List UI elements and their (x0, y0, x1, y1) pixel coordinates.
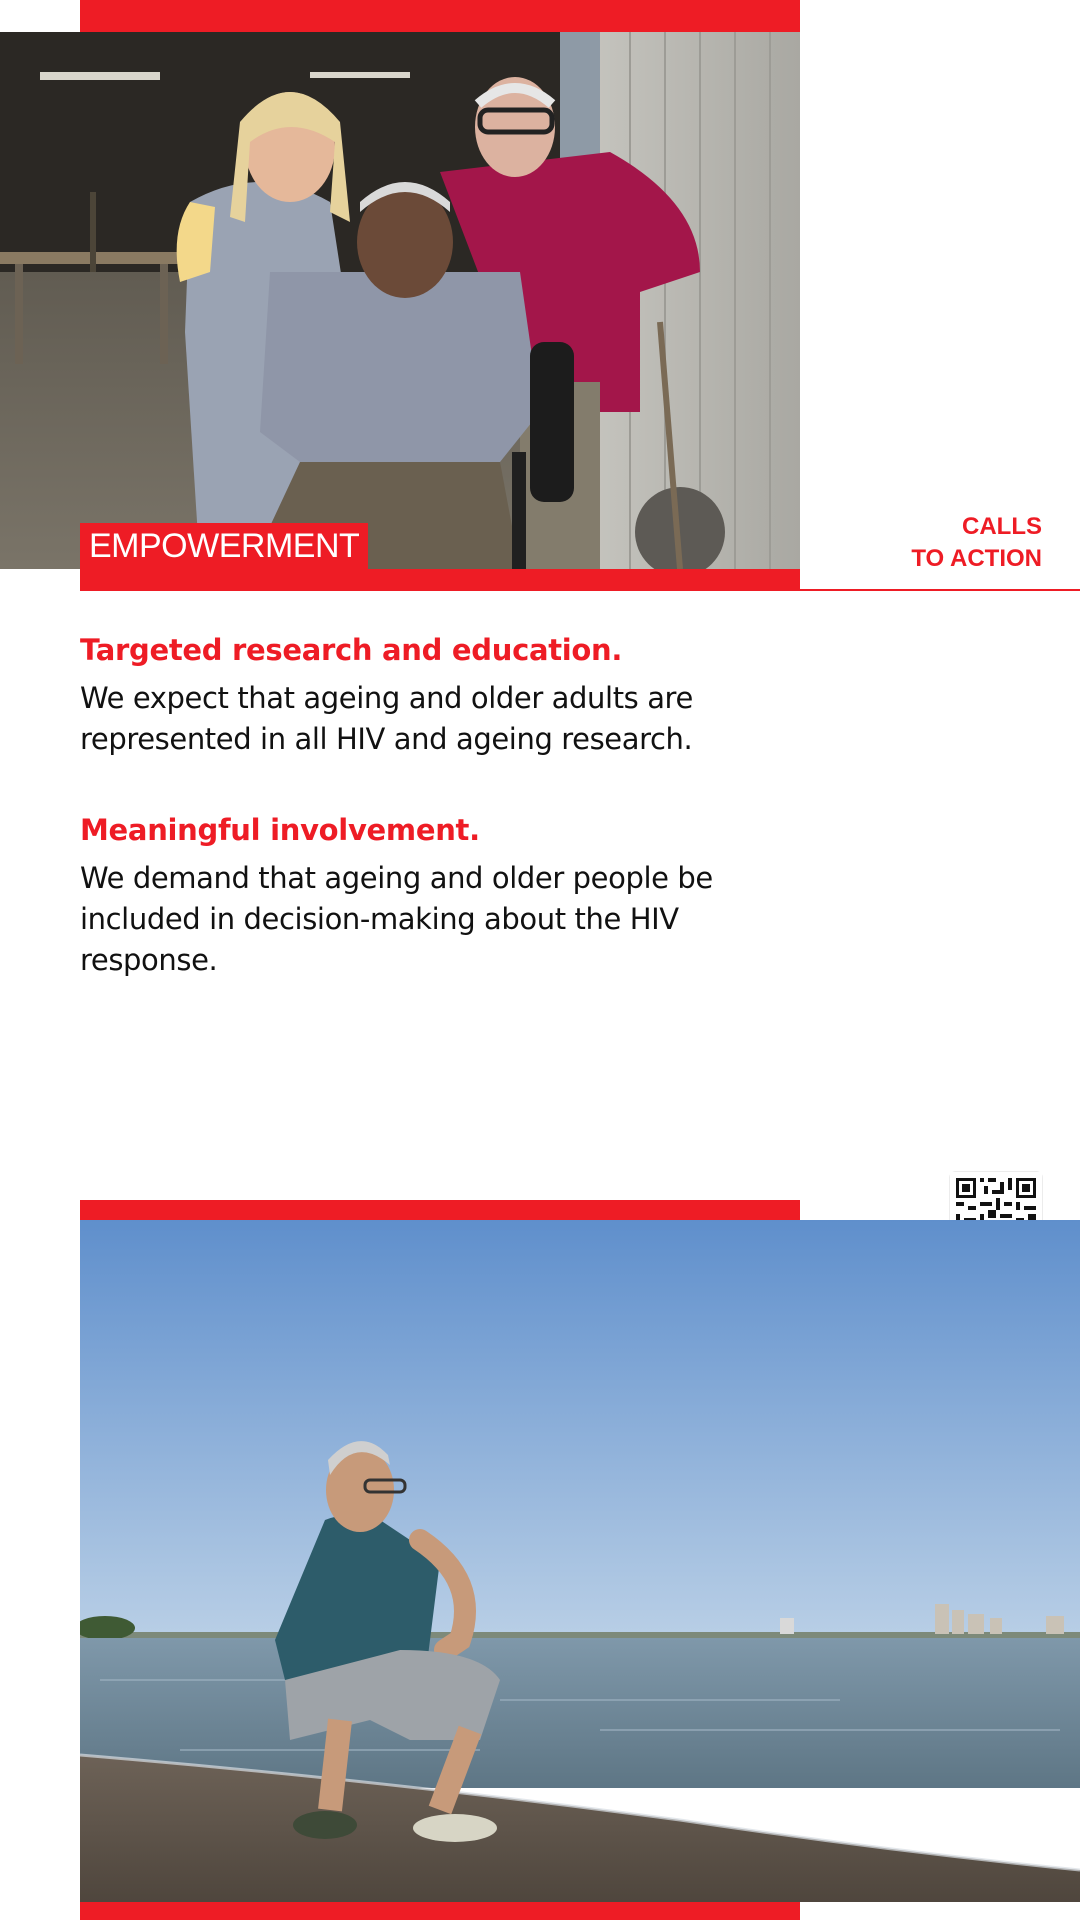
section-badge: EMPOWERMENT (80, 523, 368, 569)
calls-to-action-line-1: CALLS (962, 513, 1042, 540)
calls-to-action-line-2: TO ACTION (911, 545, 1042, 572)
photo-red-underline (80, 569, 800, 591)
bottom-red-band (80, 1902, 800, 1920)
calls-to-action-rule (800, 589, 1080, 591)
calls-to-action-label (911, 511, 1042, 575)
photo-man-by-water (80, 1220, 1080, 1902)
top-red-band (80, 0, 800, 32)
item-heading: Meaningful involvement. (80, 813, 480, 847)
call-item-research (80, 632, 780, 760)
item-body: We expect that ageing and older adults are represented in all HIV and ageing research. (80, 681, 693, 756)
photo-three-people (0, 32, 800, 569)
call-item-involvement (80, 812, 780, 981)
mid-red-band (80, 1200, 800, 1220)
item-heading: Targeted research and education. (80, 633, 623, 667)
item-body: We demand that ageing and older people be included in decision-making about the HIV response. (80, 861, 713, 977)
